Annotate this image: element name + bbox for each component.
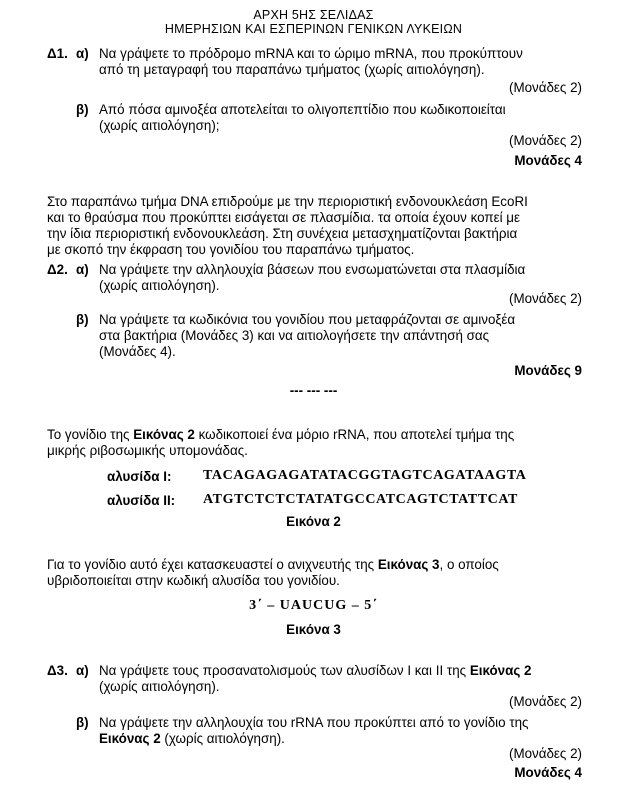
d3-b-line1: Να γράψετε την αλληλουχία του rRNA που προκύπτει από το γονίδιο της — [99, 715, 529, 730]
d3-b-line2: Εικόνας 2 (χωρίς αιτιολόγηση). — [99, 731, 285, 746]
d1-a-label: α) — [76, 46, 89, 61]
d3-label: Δ3. — [47, 663, 68, 678]
d2-total: Μονάδες 9 — [514, 363, 582, 378]
d3-a-line1: Να γράψετε τους προσανατολισμούς των αλυσίδων Ι και ΙΙ της Εικόνας 2 — [99, 663, 532, 678]
probe-sequence: 3΄ – UAUCUG – 5΄ — [249, 598, 378, 613]
intro3-figure-ref: Εικόνας 2 — [133, 427, 195, 442]
d1-b-label: β) — [76, 102, 89, 117]
figure2-caption: Εικόνα 2 — [286, 514, 341, 529]
d1-total: Μονάδες 4 — [514, 153, 582, 168]
d3-a-figure-ref: Εικόνας 2 — [469, 663, 532, 678]
header-title: ΑΡΧΗ 5ΗΣ ΣΕΛΙΔΑΣ — [253, 8, 374, 22]
intro4-line2: υβριδοποιείται στην κωδική αλυσίδα του γονιδίου. — [47, 573, 340, 588]
d1-a-line1: Να γράψετε το πρόδρομο mRNA και το ώριμο mRNA, που προκύπτουν — [99, 46, 523, 61]
strand1-sequence: TACAGAGAGATATACGGTAGTCAGATAAGTA — [203, 468, 527, 483]
d3-b-figure-ref: Εικόνας 2 — [99, 731, 161, 746]
d3-a-points: (Μονάδες 2) — [508, 694, 582, 709]
section-separator: --- --- --- — [289, 383, 338, 398]
intro2-line1: Στο παραπάνω τμήμα DNA επιδρούμε με την περιοριστική ενδονουκλεάση EcoRI — [47, 194, 528, 209]
d2-a-label: α) — [76, 262, 89, 277]
d2-label: Δ2. — [47, 262, 68, 277]
d3-a-label: α) — [76, 663, 89, 678]
strand2-sequence: ATGTCTCTCTATATGCCATCAGTCTATTCAT — [203, 492, 518, 507]
d1-b-line2: (χωρίς αιτιολόγηση); — [99, 118, 220, 133]
intro4-line1: Για το γονίδιο αυτό έχει κατασκευαστεί ο ανιχνευτής της Εικόνας 3, ο οποίος — [47, 557, 499, 572]
d1-a-points: (Μονάδες 2) — [508, 80, 582, 95]
d3-b-label: β) — [76, 715, 89, 730]
d2-b-line3: (Μονάδες 4). — [99, 344, 176, 359]
d3-a-line2: (χωρίς αιτιολόγηση). — [99, 679, 220, 694]
d3-b-points: (Μονάδες 2) — [508, 746, 582, 761]
intro3-line1: Το γονίδιο της Εικόνας 2 κωδικοποιεί ένα μόριο rRNA, που αποτελεί τμήμα της — [47, 427, 515, 442]
strand1-label: αλυσίδα Ι: — [107, 469, 172, 484]
intro2-line4: με σκοπό την έκφραση του γονιδίου του παραπάνω τμήματος. — [47, 242, 415, 257]
d2-b-line1: Να γράψετε τα κωδικόνια του γονιδίου που μεταφράζονται σε αμινοξέα — [99, 312, 516, 327]
d1-b-line1: Από πόσα αμινοξέα αποτελείται το ολιγοπεπτίδιο που κωδικοποιείται — [99, 102, 506, 117]
d2-b-line2: στα βακτήρια (Μονάδες 3) και να αιτιολογήσετε την απάντησή σας — [99, 328, 490, 343]
intro2-line2: και το θραύσμα που προκύπτει εισάγεται σε πλασμίδια. τα οποία έχουν κοπεί με — [47, 210, 520, 225]
d2-a-points: (Μονάδες 2) — [508, 291, 582, 306]
figure3-caption: Εικόνα 3 — [286, 622, 341, 637]
d2-a-line2: (χωρίς αιτιολόγηση). — [99, 278, 220, 293]
d2-b-label: β) — [76, 312, 89, 327]
intro4-figure-ref: Εικόνας 3 — [377, 557, 440, 572]
intro3-line2: μικρής ριβοσωμικής υπομονάδας. — [47, 443, 248, 458]
header-subtitle: ΗΜΕΡΗΣΙΩΝ ΚΑΙ ΕΣΠΕΡΙΝΩΝ ΓΕΝΙΚΩΝ ΛΥΚΕΙΩΝ — [164, 22, 463, 36]
strand2-label: αλυσίδα ΙΙ: — [107, 493, 176, 508]
intro2-line3: την ίδια περιοριστική ενδονουκλεάση. Στη συνέχεια μετασχηματίζονται βακτήρια — [47, 226, 518, 241]
d1-b-points: (Μονάδες 2) — [508, 133, 582, 148]
d1-label: Δ1. — [47, 46, 68, 61]
d1-a-line2: από τη μεταγραφή του παραπάνω τμήματος (χωρίς αιτιολόγηση). — [99, 62, 485, 77]
d2-a-line1: Να γράψετε την αλληλουχία βάσεων που ενσωματώνεται στα πλασμίδια — [99, 262, 526, 277]
d3-total: Μονάδες 4 — [514, 765, 582, 780]
